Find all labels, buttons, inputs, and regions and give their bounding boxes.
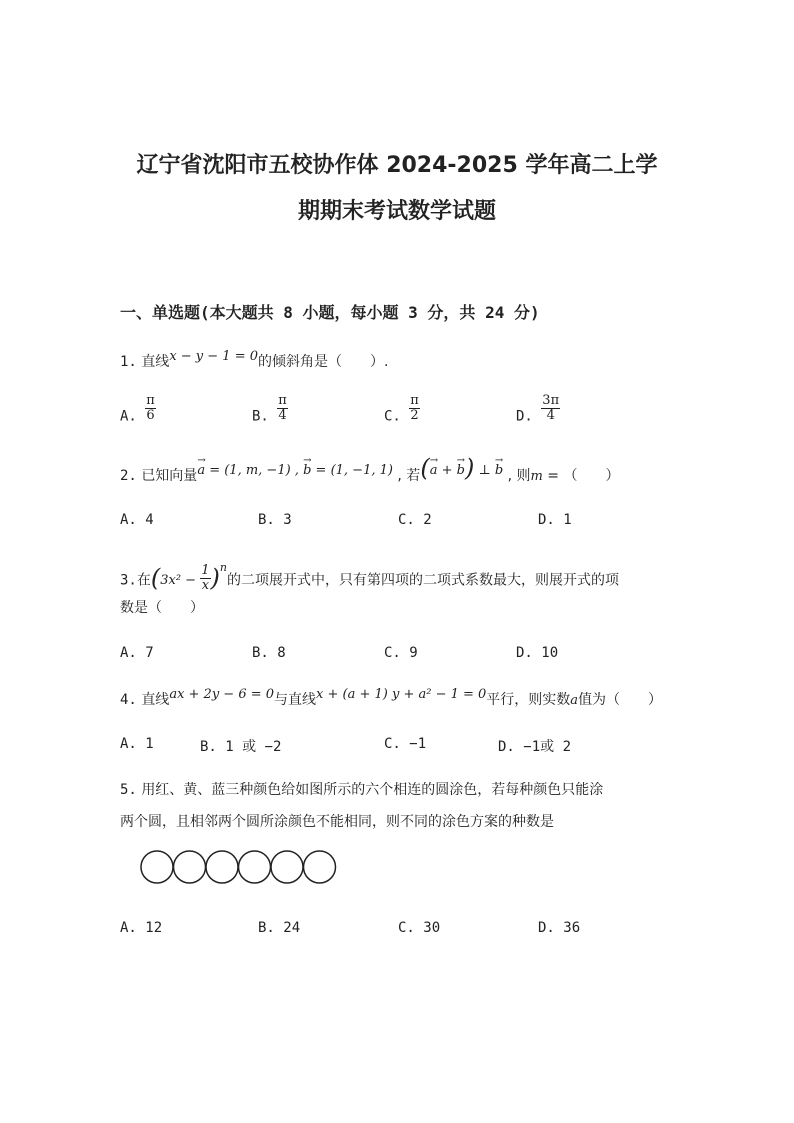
question-3 [120,561,619,595]
fraction [145,394,156,423]
paren-open: ( [420,454,430,482]
fraction [409,394,420,423]
vector-arrow-icon: → [494,455,504,466]
circle-2 [174,851,206,883]
vector-b [303,455,312,481]
option-c: C. 9 [384,645,418,661]
vector-symbol: b [456,463,465,478]
question-text: 的二项展开式中，只有第四项的二项式系数最大，则展开式的项 [226,572,619,589]
option-a: A. 1 [120,736,154,752]
math-expression [150,561,227,594]
vector-b [456,455,466,481]
question-text: 与直线 [274,692,317,708]
denominator: 4 [546,408,555,423]
vector-b [494,455,504,481]
vector-a [197,455,206,481]
question-number: 4. [120,692,137,708]
option-a: A. 4 [120,512,154,528]
question-text: 直线 [141,354,170,370]
exam-title-line-1: 辽宁省沈阳市五校协作体 2024-2025 学年高二上学 [136,153,658,178]
circle-3 [206,851,238,883]
circle-6 [304,851,336,883]
question-text: 在 [136,572,151,589]
vector-symbol: b [494,463,504,478]
numerator: 3π [542,393,560,408]
question-text: , 则 [503,468,531,484]
question-number: 3. [120,572,137,589]
fraction [541,394,560,423]
numerator: 1 [201,563,210,579]
question-5-continued: 两个圆，且相邻两个圆所涂颜色不能相同，则不同的涂色方案的种数是 [120,814,554,830]
fraction [200,564,210,593]
six-circles-figure [140,850,340,884]
question-number: 1. [120,354,137,370]
question-text: , 若 [392,468,421,484]
circle-1 [141,851,173,883]
vector-arrow-icon: → [456,455,466,466]
question-text: 的倾斜角是（ ）. [258,354,389,370]
paren-close: ) [464,454,475,482]
option-d: D. 10 [516,645,559,661]
math-condition [420,454,504,482]
option-a [120,393,156,431]
circle-5 [271,851,303,883]
option-d: D. 1 [538,512,572,528]
question-4 [120,687,663,711]
denominator: 2 [410,408,419,423]
denominator: x [201,578,210,594]
option-a: A. 12 [120,920,163,936]
paren-close: ) [210,564,220,593]
math-expression: x − y − 1 = 0 [169,349,259,364]
option-c [384,393,420,431]
option-b: B. 1 或 −2 [200,739,282,755]
numerator: π [278,393,287,408]
math-expression: x + (a + 1) y + a² − 1 = 0 [316,687,487,702]
vector-symbol: a [429,463,438,478]
perp-symbol: ⊥ [474,463,495,478]
option-a: A. 7 [120,645,154,661]
question-3-continued: 数是（ ） [120,600,204,616]
separator: , [290,463,304,478]
option-d: D. −1或 2 [498,739,572,755]
vector-value: = (1, −1, 1) [311,463,393,478]
option-b [252,393,288,431]
numerator: π [146,393,155,408]
option-b: B. 3 [258,512,292,528]
vector-symbol: a [197,463,206,478]
option-d: D. 36 [538,920,581,936]
vector-arrow-icon: → [197,455,206,466]
vector-arrow-icon: → [429,455,439,466]
option-label: B. [252,408,269,425]
option-c: C. 2 [398,512,432,528]
section-heading: 一、单选题(本大题共 8 小题，每小题 3 分，共 24 分) [120,303,540,322]
vector-arrow-icon: → [303,455,312,466]
math-expression: ax + 2y − 6 = 0 [169,687,275,702]
vector-symbol: b [303,463,312,478]
paren-open: ( [150,564,161,593]
denominator: 4 [278,408,287,423]
question-1 [120,349,389,373]
question-number: 5. [120,782,137,798]
denominator: 6 [146,408,155,423]
question-text: 平行，则实数 [486,692,571,708]
numerator: π [410,393,419,408]
variable-m: m [530,469,543,484]
question-text: 已知向量 [141,468,198,484]
question-number: 2. [120,468,137,484]
operator: + [437,463,457,478]
expression-left: 3x² − [160,573,197,589]
option-c: C. 30 [398,920,441,936]
option-label: D. [516,408,533,425]
option-c: C. −1 [384,736,427,752]
question-text: = （ ） [542,468,620,484]
circle-4 [239,851,271,883]
question-5 [120,780,603,800]
exponent: n [219,561,227,574]
question-text: 直线 [141,692,170,708]
math-expression [197,455,393,478]
option-b: B. 8 [252,645,286,661]
question-text: 用红、黄、蓝三种颜色给如图所示的六个相连的圆涂色，若每种颜色只能涂 [141,782,604,798]
fraction [277,394,288,423]
variable-a: a [570,693,579,708]
option-label: C. [384,408,401,425]
question-text: 值为（ ） [578,692,663,708]
option-label: A. [120,408,137,425]
question-2 [120,454,620,487]
option-b: B. 24 [258,920,301,936]
vector-value: = (1, m, −1) [205,463,291,478]
vector-a [429,455,439,481]
exam-title-line-2: 期期末考试数学试题 [297,199,496,224]
